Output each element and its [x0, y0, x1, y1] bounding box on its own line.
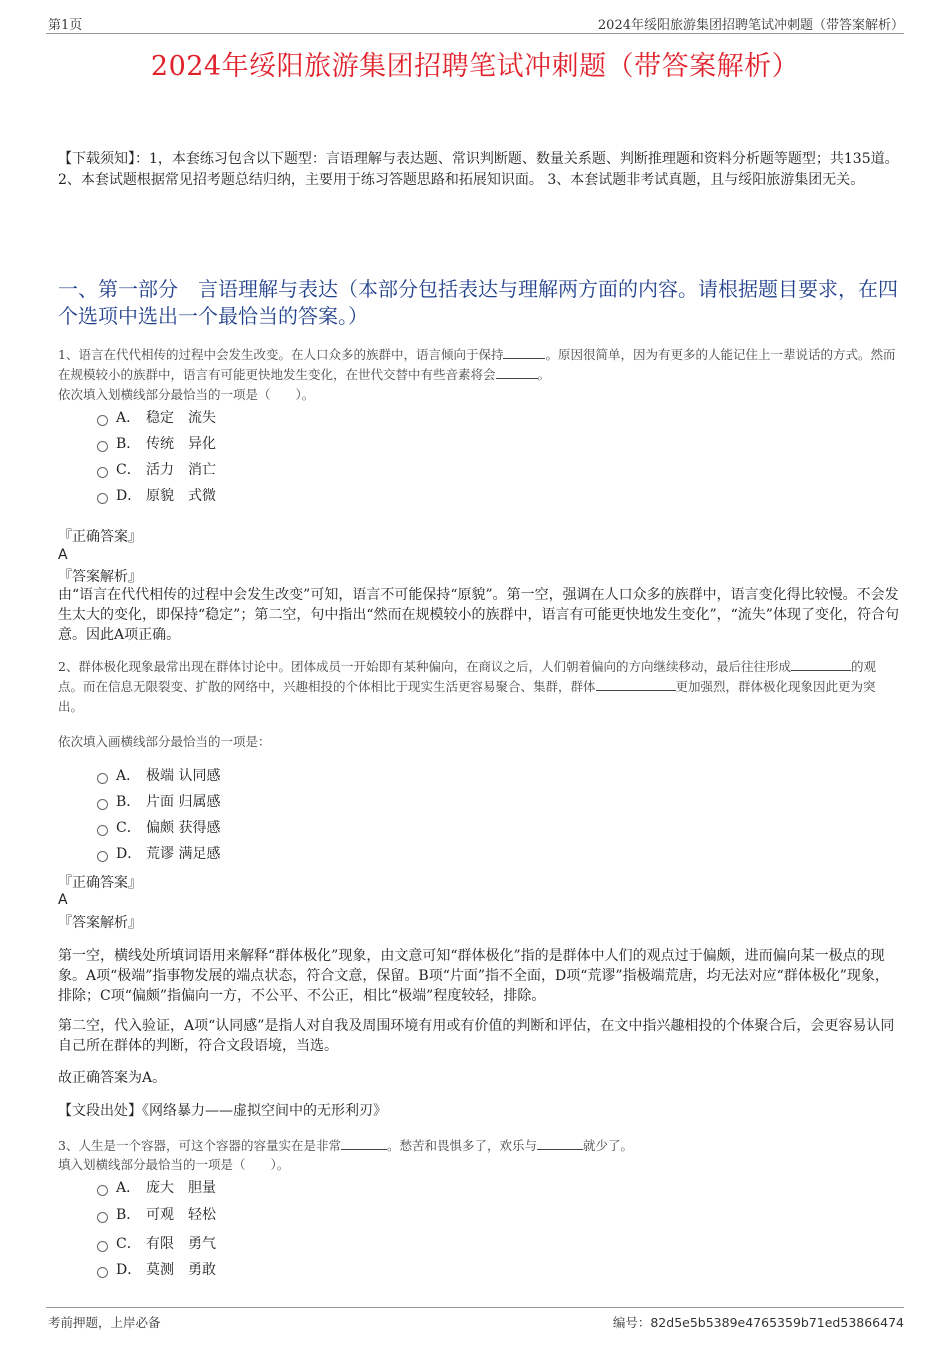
q2-analysis-2: 第二空，代入验证，A项“认同感”是指人对自我及周围环境有用或有价值的判断和评估，在文中指兴趣相投的个体聚合后，会更容易认同自己所在群体的判断，符合文段语境，当选。 [58, 1018, 895, 1054]
q2-analysis-1: 第一空，横线处所填词语用来解释“群体极化”现象，由文意可知“群体极化”指的是群体中人们的观点过于偏颇，进而偏向某一极点的现象。A项“极端”指事物发展的端点状态，符合文意，保留。B项“片面”指不全面，D项“荒谬”指极端荒唐，均无法对应“群体极化”现象，排除；C项“偏颇”指偏向一方，不公平、不公正，相比“极端”程度较轻，排除。 [58, 948, 889, 1004]
q2-blank-1 [791, 657, 851, 671]
q3-option-c[interactable]: C． 有限 勇气 [97, 1234, 216, 1254]
q2-blank-2 [596, 677, 676, 691]
radio-icon[interactable] [97, 1241, 108, 1252]
header-doc-title: 2024年绥阳旅游集团招聘笔试冲刺题（带答案解析） [597, 18, 904, 33]
footer-serial-label: 编号： [612, 1315, 651, 1330]
q2-stem-part-a: 2、群体极化现象最常出现在群体讨论中。团体成员一开始即有某种偏向，在商议之后，人们朝着偏向的方向继续移动，最后往往形成 [58, 659, 791, 674]
footer-serial-code: 82d5e5b5389e4765359b71ed53866474 [650, 1315, 904, 1330]
radio-icon[interactable] [97, 467, 108, 478]
header-divider [46, 33, 904, 34]
q2-analysis-label: 『答案解析』 [58, 915, 142, 931]
footer-serial [613, 1313, 904, 1331]
q2-source: 【文段出处】《网络暴力——虚拟空间中的无形利刃》 [58, 1103, 387, 1119]
q1-answer-label: 『正确答案』 [58, 529, 142, 545]
question-3-stem [58, 1136, 900, 1156]
radio-icon[interactable] [97, 1267, 108, 1278]
q2-answer: A [58, 892, 68, 908]
radio-icon[interactable] [97, 799, 108, 810]
q1-stem-part-c: 。 [537, 367, 551, 382]
q2-stem-part-c: 更加强烈，群体极化现象因此更为突出。 [58, 679, 876, 714]
section-heading: 一、第一部分 言语理解与表达（本部分包括表达与理解两方面的内容。请根据题目要求，在四个选项中选出一个最恰当的答案。） [58, 277, 898, 328]
q3-option-a[interactable]: A． 庞大 胆量 [97, 1178, 216, 1198]
q1-option-a[interactable]: A． 稳定 流失 [97, 408, 216, 428]
q2-option-c[interactable]: C． 偏颇 获得感 [97, 818, 220, 838]
q2-option-d[interactable]: D． 荒谬 满足感 [97, 844, 220, 864]
question-1-stem [58, 345, 900, 385]
q1-option-d[interactable]: D． 原貌 式微 [97, 486, 216, 506]
q2-option-b[interactable]: B． 片面 归属感 [97, 792, 220, 812]
question-2-prompt: 依次填入画横线部分最恰当的一项是： [58, 734, 271, 749]
download-notice: 【下载须知】：1，本套练习包含以下题型：言语理解与表达题、常识判断题、数量关系题、判断推理题和资料分析题等题型；共135道。 2、本套试题根据常见招考题总结归纳，主要用于练习答题思路和拓展知识面。 3、本套试题非考试真题，且与绥阳旅游集团无关。 [58, 151, 899, 188]
q1-stem-part-b: 。原因很简单，因为有更多的人能记住上一辈说话的方式。然而在规模较小的族群中，语言有可能更快地发生变化，在世代交替中有些音素将会 [58, 347, 896, 382]
footer-divider [46, 1307, 904, 1308]
q1-option-b[interactable]: B． 传统 异化 [97, 434, 216, 454]
q1-analysis-label: 『答案解析』 [58, 569, 142, 585]
radio-icon[interactable] [97, 493, 108, 504]
radio-icon[interactable] [97, 825, 108, 836]
page-title: 2024年绥阳旅游集团招聘笔试冲刺题（带答案解析） [150, 51, 800, 82]
radio-icon[interactable] [97, 415, 108, 426]
question-1-prompt: 依次填入划横线部分最恰当的一项是（ ）。 [58, 387, 315, 402]
q1-answer: A [58, 547, 68, 563]
q3-stem-part-a: 3、人生是一个容器，可这个容器的容量实在是非常 [58, 1138, 341, 1153]
radio-icon[interactable] [97, 1212, 108, 1223]
q2-option-a[interactable]: A． 极端 认同感 [97, 766, 220, 786]
radio-icon[interactable] [97, 1185, 108, 1196]
q1-option-c[interactable]: C． 活力 消亡 [97, 460, 216, 480]
q1-stem-part-a: 1、语言在代代相传的过程中会发生改变。在人口众多的族群中，语言倾向于保持 [58, 347, 504, 362]
q1-blank-2 [496, 365, 538, 379]
q3-stem-part-b: 。愁苦和畏惧多了，欢乐与 [386, 1138, 537, 1153]
radio-icon[interactable] [97, 441, 108, 452]
q3-stem-part-c: 就少了。 [582, 1138, 633, 1153]
q2-answer-label: 『正确答案』 [58, 875, 142, 891]
radio-icon[interactable] [97, 851, 108, 862]
q2-stem-part-b: 的观点。而在信息无限裂变、扩散的网络中，兴趣相投的个体相比于现实生活更容易聚合、集群，群体 [58, 659, 876, 694]
page-number: 第1页 [48, 18, 83, 33]
q2-conclusion: 故正确答案为A。 [58, 1070, 167, 1086]
q3-blank-2 [537, 1136, 583, 1150]
radio-icon[interactable] [97, 773, 108, 784]
question-3-prompt: 填入划横线部分最恰当的一项是（ ）。 [58, 1157, 290, 1172]
q3-option-b[interactable]: B． 可观 轻松 [97, 1205, 216, 1225]
q3-blank-1 [341, 1136, 387, 1150]
question-2-stem [58, 657, 900, 717]
footer-slogan: 考前押题，上岸必备 [48, 1315, 161, 1330]
q3-option-d[interactable]: D． 莫测 勇敢 [97, 1260, 216, 1280]
q1-analysis: 由“语言在代代相传的过程中会发生改变”可知，语言不可能保持“原貌”。第一空，强调在人口众多的族群中，语言变化得比较慢。不会发生太大的变化，即保持“稳定”；第二空，句中指出“然而在规模较小的族群中，语言有可能更快地发生变化”，“流失”体现了变化，符合句意。因此A项正确。 [58, 587, 899, 643]
q1-blank-1 [503, 345, 545, 359]
